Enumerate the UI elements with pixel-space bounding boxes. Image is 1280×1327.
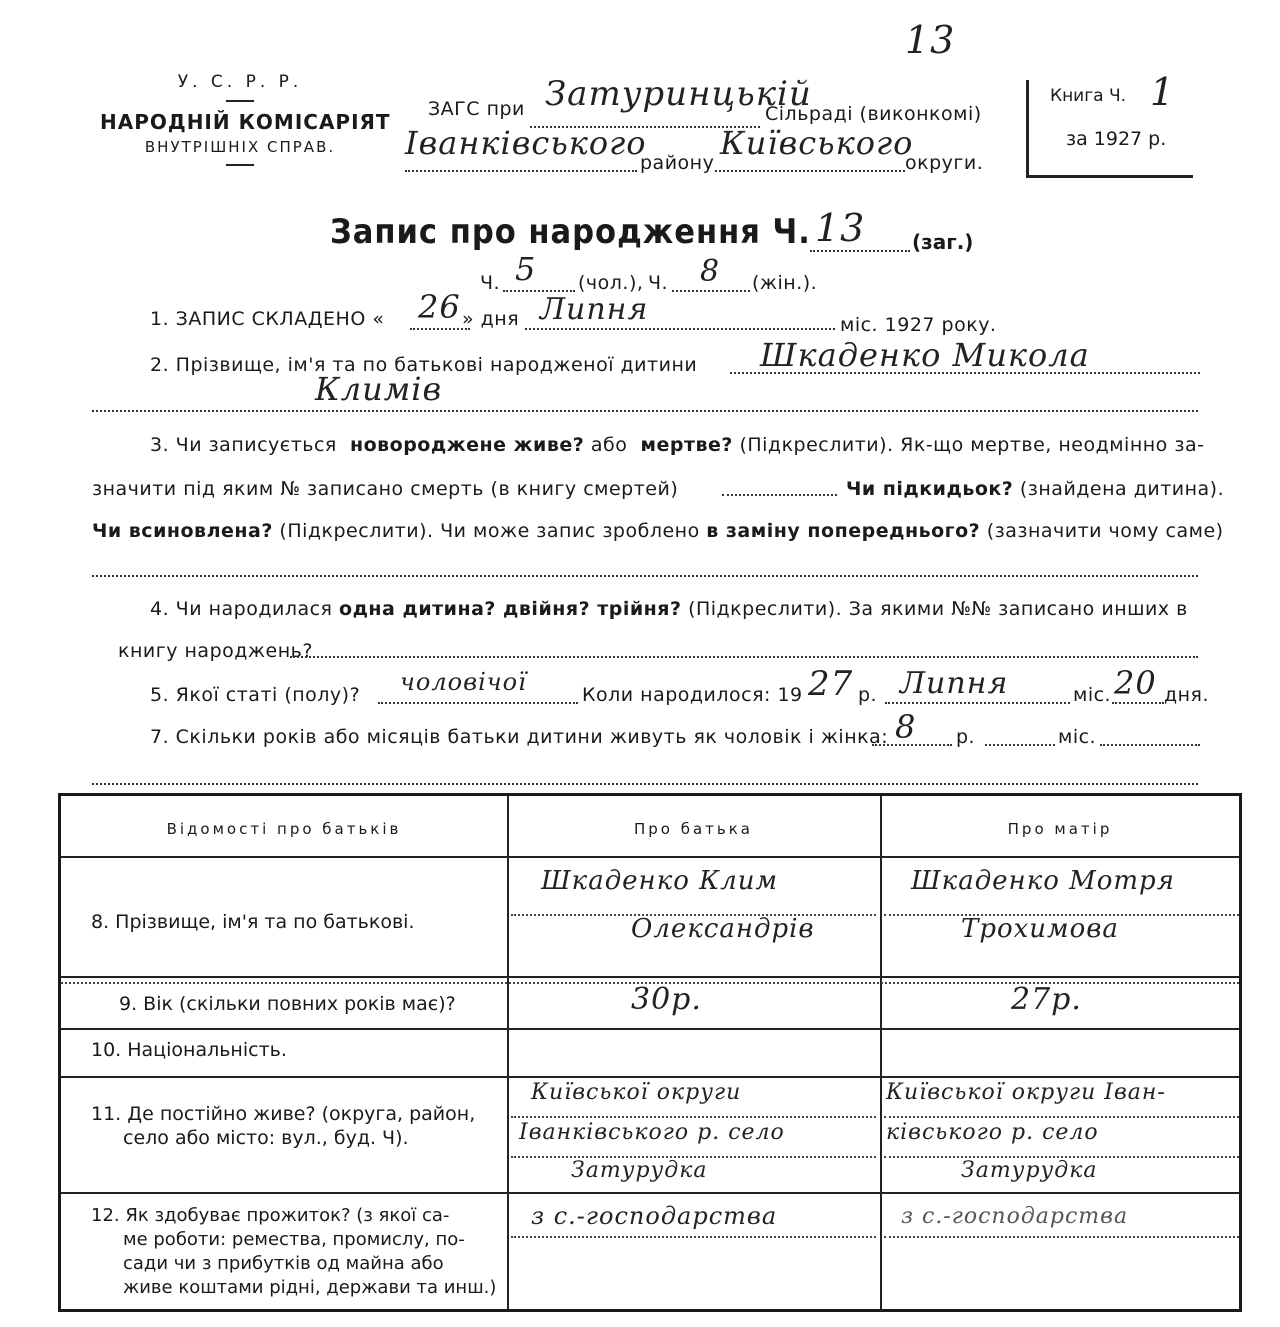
father-residence-1: Київської округи	[531, 1080, 742, 1105]
birth-year-digits: 27	[808, 664, 854, 704]
row-label-livelihood	[91, 1204, 496, 1300]
fill-line	[1100, 744, 1200, 746]
book-label: Книга Ч.	[1050, 86, 1127, 106]
month-label: міс.	[1073, 684, 1112, 706]
row-divider	[61, 1076, 1239, 1078]
record-day: 26	[418, 288, 461, 326]
label-line: сади чи з прибутків од майна або	[123, 1253, 444, 1274]
archive-number: 13	[905, 18, 956, 62]
fill-line	[378, 702, 578, 704]
fill-line	[884, 1236, 1239, 1238]
item3-line2-end	[846, 478, 1224, 500]
label-line: село або місто: вул., буд. Ч).	[123, 1127, 409, 1149]
item2-label: 2. Прізвище, ім'я та по батькові народженої дитини	[150, 354, 698, 376]
marriage-years: 8	[895, 708, 917, 746]
item5-label: 5. Якої статі (полу)?	[150, 684, 361, 706]
header-parents-info: Відомості про батьків	[166, 820, 402, 838]
months-label: міс.	[1058, 726, 1097, 748]
father-livelihood: з с.-господарства	[531, 1202, 778, 1230]
male-count: 5	[515, 250, 537, 288]
divider	[226, 164, 254, 166]
republic-label: У. С. Р. Р.	[177, 72, 303, 92]
parents-table	[58, 793, 1242, 1312]
item7-label: 7. Скільки років або місяців батьки дитини живуть як чоловік і жінка:	[150, 726, 889, 748]
row-label-nationality: 10. Національність.	[91, 1039, 287, 1061]
book-number: 1	[1150, 70, 1176, 114]
okrug-label: округи.	[905, 152, 984, 174]
mother-residence-3: Затурудка	[961, 1158, 1098, 1183]
record-suffix: (заг.)	[912, 230, 974, 254]
column-divider	[880, 796, 882, 1309]
text: (знайдена дитина).	[1019, 478, 1225, 500]
father-residence-2: Іванківського р. село	[519, 1120, 785, 1145]
day-label: » дня	[462, 308, 520, 330]
district-name: Іванківського	[405, 124, 647, 162]
label-line: 11. Де постійно живе? (округа, район,	[91, 1103, 476, 1125]
day-label: дня.	[1164, 684, 1210, 706]
fill-line	[884, 1116, 1239, 1118]
text: (Підкреслити). Чи може запис зроблено	[279, 520, 700, 542]
fill-line	[1112, 702, 1164, 704]
ch-label: Ч.	[480, 272, 501, 294]
text-bold: одна дитина? двійня? трійня?	[339, 598, 682, 620]
record-title: Запис про народження Ч.	[330, 212, 811, 252]
text-bold: мертве?	[640, 434, 733, 456]
fill-line	[985, 744, 1055, 746]
zags-prefix: ЗАГС при	[428, 98, 525, 120]
mother-age: 27р.	[1011, 982, 1082, 1017]
row-divider	[61, 1028, 1239, 1030]
fill-line	[885, 702, 1070, 704]
birth-day: 20	[1114, 664, 1157, 702]
text: (Підкреслити). Як-що мертве, неодмінно за-	[739, 434, 1205, 456]
fill-line	[92, 783, 1198, 785]
record-year: міс. 1927 року.	[840, 314, 997, 336]
fill-line	[722, 494, 837, 496]
okrug-name: Київського	[720, 124, 914, 162]
row-divider	[61, 1192, 1239, 1194]
text-bold: в заміну попереднього?	[706, 520, 981, 542]
text: (зазначити чому саме)	[986, 520, 1224, 542]
text-bold: Чи підкидьок?	[846, 478, 1014, 500]
fill-line	[715, 170, 905, 172]
text-bold: Чи всиновлена?	[92, 520, 273, 542]
row-divider	[61, 976, 1239, 978]
father-age: 30р.	[631, 982, 702, 1017]
header-mother: Про матір	[1007, 820, 1113, 838]
male-label: (чол.),	[578, 272, 644, 294]
issuing-authority	[100, 72, 391, 174]
mother-name-1: Шкаденко Мотря	[911, 866, 1175, 896]
fill-line	[405, 170, 637, 172]
fill-line	[511, 1116, 876, 1118]
record-month: Липня	[540, 292, 649, 327]
fill-line	[92, 410, 1198, 412]
item3-line1	[150, 434, 1204, 456]
label-line: 12. Як здобуває прожиток? (з якої са-	[91, 1205, 450, 1226]
district-label: району	[640, 152, 715, 174]
village-name: Затуринцькій	[545, 74, 812, 114]
row-label-age: 9. Вік (скільки повних років має)?	[119, 993, 456, 1015]
label-line: ме роботи: ремества, промислу, по-	[123, 1229, 465, 1250]
ch-label-2: Ч.	[648, 272, 669, 294]
fill-line	[810, 250, 910, 252]
fill-line	[525, 328, 835, 330]
mother-livelihood: з с.-господарства	[901, 1204, 1129, 1229]
text: значити під яким № записано смерть (в книгу смертей)	[92, 478, 679, 500]
female-label: (жін.).	[752, 272, 818, 294]
divider	[226, 100, 254, 102]
text-bold: новороджене живе?	[349, 434, 585, 456]
child-name-line2: Климів	[315, 370, 443, 408]
years-r-label: р.	[956, 726, 976, 748]
item4-line2: книгу народжень?	[118, 640, 313, 662]
item3-line3	[92, 520, 1224, 542]
column-divider	[507, 796, 509, 1309]
fill-line	[92, 575, 1198, 577]
mother-name-2: Трохимова	[961, 914, 1119, 944]
council-label: Сільраді (виконкомі)	[765, 103, 982, 125]
fill-line	[511, 1236, 876, 1238]
label-line: живе коштами рідні, держави та инш.)	[123, 1277, 497, 1298]
year-r-label: р.	[858, 684, 878, 706]
child-name-line1: Шкаденко Микола	[760, 336, 1090, 374]
department-label: ВНУТРІШНІХ СПРАВ.	[144, 138, 336, 156]
item1-label: 1. ЗАПИС СКЛАДЕНО «	[150, 308, 385, 330]
fill-line	[290, 656, 1198, 658]
child-sex: чоловічої	[400, 668, 527, 696]
row-label-residence	[91, 1102, 475, 1150]
header-father: Про батька	[633, 820, 754, 838]
text: (Підкреслити). За якими №№ записано инших в	[688, 598, 1188, 620]
father-name-2: Олександрів	[631, 914, 815, 944]
row-label-name: 8. Прізвище, ім'я та по батькові.	[91, 911, 415, 933]
item4-line1	[150, 598, 1188, 620]
commissariat-label: НАРОДНІЙ КОМІСАРІЯТ	[100, 110, 391, 134]
item3-line2	[92, 478, 678, 500]
father-name-1: Шкаденко Клим	[541, 866, 779, 896]
female-count: 8	[700, 254, 721, 289]
mother-residence-1: Київської округи Іван-	[886, 1080, 1166, 1105]
father-residence-3: Затурудка	[571, 1158, 708, 1183]
text: або	[590, 434, 628, 456]
birth-month: Липня	[900, 666, 1009, 701]
text: 3. Чи записується	[150, 434, 337, 456]
fill-line	[672, 290, 750, 292]
row-divider	[61, 856, 1239, 858]
born-label: Коли народилося: 19	[582, 684, 803, 706]
book-year: за 1927 р.	[1066, 128, 1167, 150]
fill-line	[410, 328, 470, 330]
text: 4. Чи народилася	[150, 598, 333, 620]
record-number: 13	[815, 206, 866, 250]
mother-residence-2: ківського р. село	[886, 1120, 1099, 1145]
